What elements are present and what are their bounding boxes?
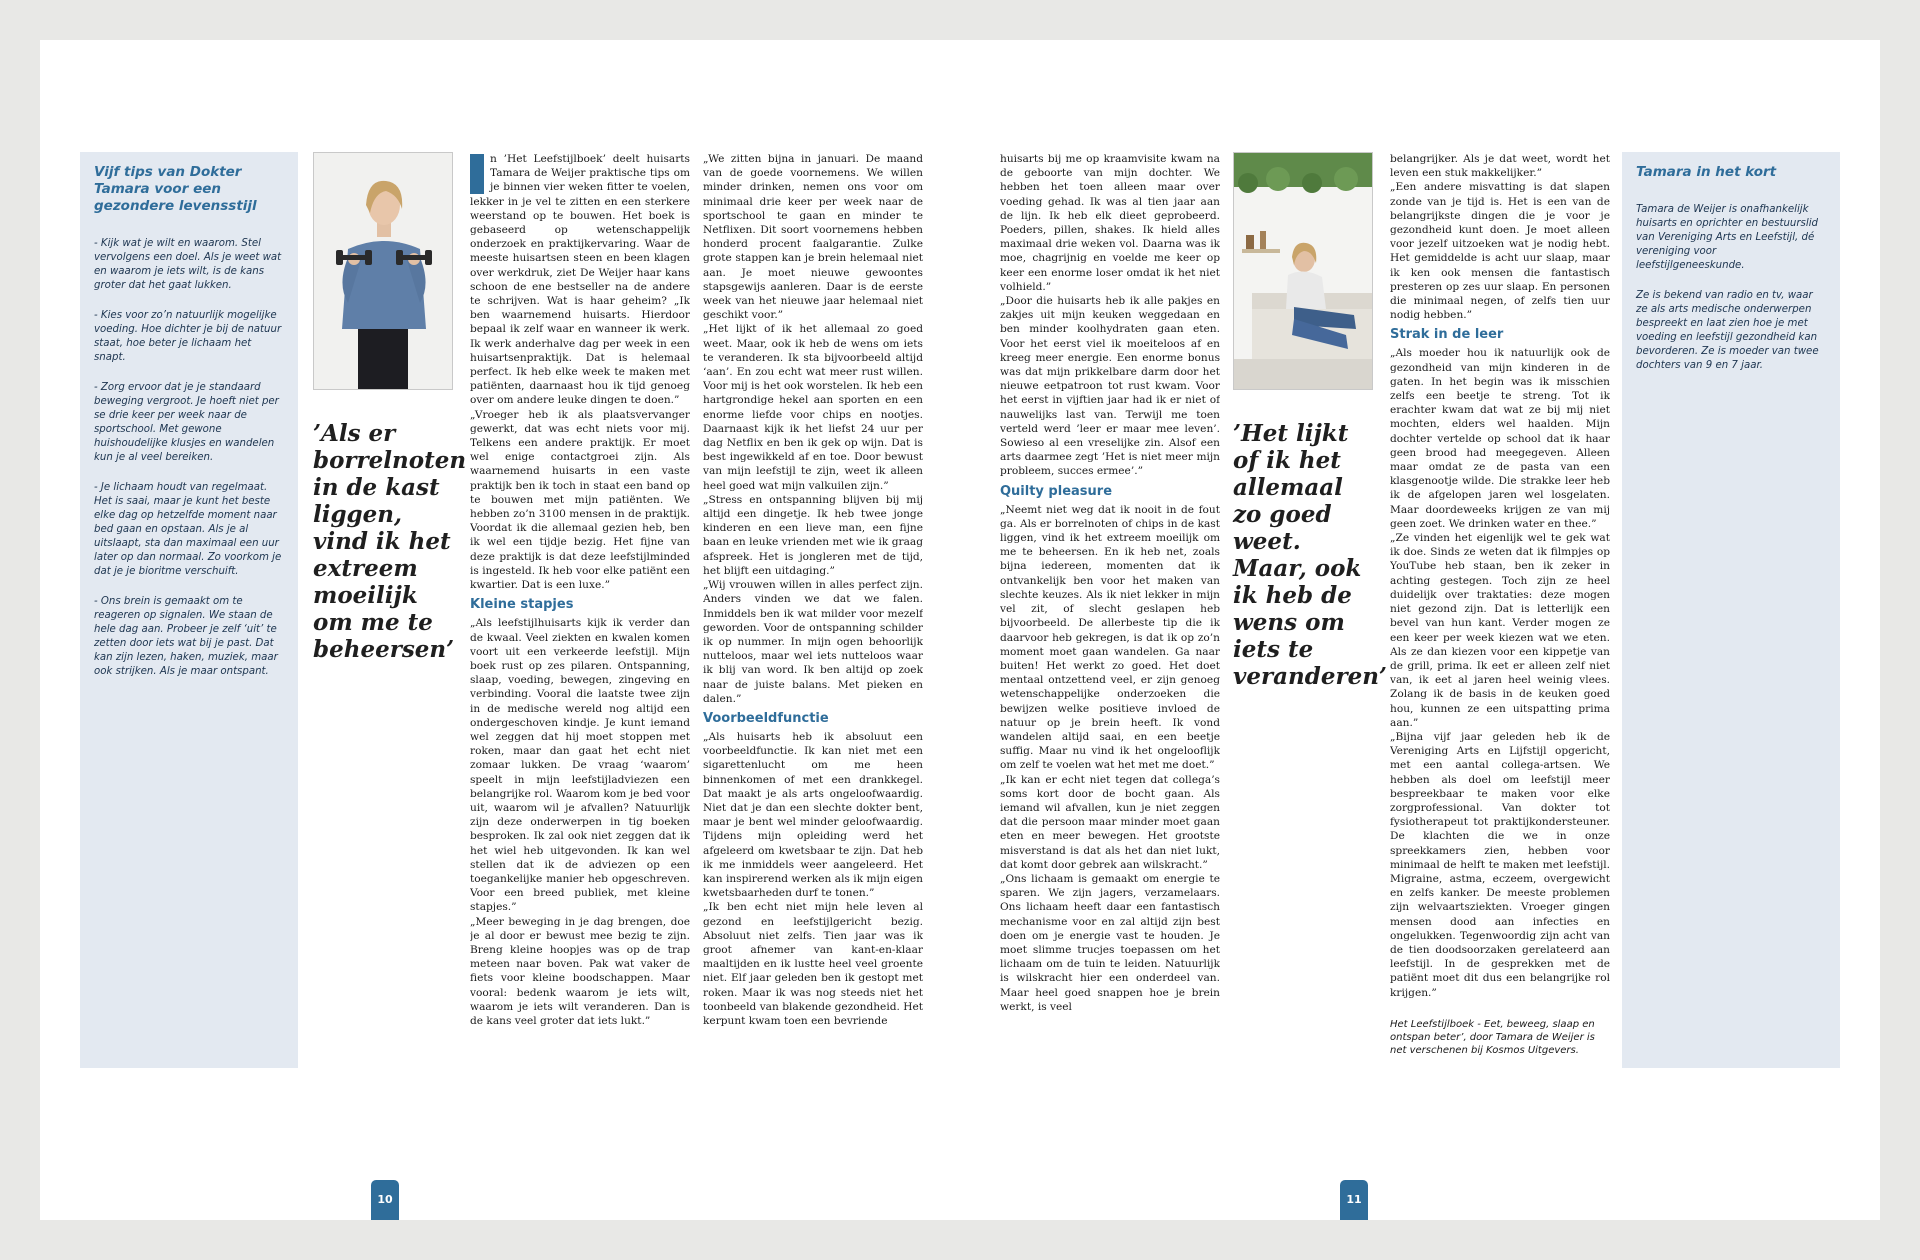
tip-item: - Ons brein is gemaakt om te reageren op signalen. We staan de hele dag aan. Probeer je zelf ‘uit’ te zetten door iets wat bij je past. Dat kan zijn lezen, haken, muziek, maar ook strijken. Als je maar ontspant. [94, 596, 278, 677]
profile-sidebar [1622, 152, 1840, 1068]
photo-woman-dumbbells [313, 152, 453, 390]
photo-woman-on-sofa [1233, 152, 1373, 390]
article-paragraph: „Door die huisarts heb ik alle pakjes en zakjes uit mijn keuken weggedaan en ben minder koolhydraten gaan eten. Voor het eerst viel ik moeiteloos af en kreeg meer energie. Een enorme bonus was dat mijn prikkelbare darm door het nieuwe eetpatroon tot rust kwam. Voor het eerst in vijftien jaar had ik er niet of nauwelijks last van. Terwijl me toen verteld werd ’leer er maar mee leven’. Sowieso al een vreselijke zin. Alsof een arts daarmee zegt ’Het is niet meer mijn probleem, succes ermee’.” [1000, 295, 1220, 478]
page-number-right: 11 [1340, 1180, 1368, 1220]
article-paragraph: „Ze vinden het eigenlijk wel te gek wat ik doe. Sinds ze weten dat ik filmpjes op YouTube heb staan, ben ik zeker in achting gestegen. Toch zijn ze heel duidelijk over traktaties: deze mogen niet gezond zijn. Dat is letterlijk een bevel van hun kant. Verder mogen ze een keer per week kiezen wat we eten. Als ze dan kiezen voor een kippetje van de grill, prima. Ik eet er alleen zelf niet van, ik eet al jaren heel weinig vlees. Zolang ik de basis in de keuken goed hou, kunnen ze een uitspatting prima aan.” [1390, 532, 1610, 729]
subheading-kleine-stapjes: Kleine stapjes [470, 597, 574, 613]
tip-item: - Je lichaam houdt van regelmaat. Het is saai, maar je kunt het beste elke dag op hetzelfde moment naar bed gaan en opstaan. Als je al uitslaapt, sta dan maximaal een uur later op dan normaal. Zo voorkom je dat je je bioritme verschuift. [94, 482, 282, 577]
subheading-quilty-pleasure: Quilty pleasure [1000, 483, 1113, 499]
article-paragraph: „Stress en ontspanning blijven bij mij altijd een dingetje. Ik heb twee jonge kinderen en een lieve man, een fijne baan en leuke vrienden met wie ik graag afspreek. Het is jongleren met de tijd, het blijft een uitdaging.” [703, 493, 923, 577]
woman-with-dumbbells-illustration [314, 153, 453, 390]
article-paragraph: „Vroeger heb ik als plaatsvervanger gewerkt, dat was echt niets voor mij. Telkens een andere praktijk. Er moet wel enige contactgroei zijn. Als waarnemend huisarts in een vaste praktijk ben ik toch in staat een band op te bouwen met mijn patiënten. We hebben zo’n 3100 mensen in de praktijk. Voordat ik die allemaal gezien heb, ben ik wel een tijdje bezig. Het fijne van deze praktijk is dat deze leefstijlminded is ingesteld. Ik heb voor elke patiënt een kwartier. Dat is een luxe.” [470, 408, 690, 592]
article-column-2 [703, 152, 923, 1072]
article-paragraph: „Meer beweging in je dag brengen, doe je al door er bewust mee bezig te zijn. Breng kleine hoopjes was op de trap meteen naar boven. Pak wat vaker de fiets voor kleine boodschappen. Maar vooral: bedenk waarom je iets wilt, waarom je iets wilt veranderen. Dan is de kans veel groter dat iets lukt.” [470, 915, 690, 1027]
subheading-voorbeeldfunctie: Voorbeeldfunctie [703, 710, 829, 726]
drop-cap-marker [470, 154, 484, 194]
article-paragraph: „Ik kan er echt niet tegen dat collega’s soms kort door de bocht gaan. Als iemand wil afvallen, kun je niet zeggen dat die persoon maar minder moet gaan eten en meer bewegen. Het grootste misverstand is dat als het dan niet lukt, dat komt door gebrek aan wilskracht.” [1000, 773, 1220, 871]
article-paragraph: „Wij vrouwen willen in alles perfect zijn. Anders vinden we dat we falen. Inmiddels ben ik wat milder voor mezelf geworden. Voor de ontspanning schilder ik op nummer. In mijn ogen behoorlijk nutteloos, maar wel iets nutteloos waar ik blij van word. Ik ben altijd op zoek naar de juiste balans. Met pieken en dalen.” [703, 579, 923, 705]
page-right [960, 40, 1880, 1220]
article-column-1 [470, 152, 690, 1072]
profile-paragraph: Ze is bekend van radio en tv, waar ze als arts medische onderwerpen bespreekt en laat zien hoe je met voeding en leefstijl gezondheid kan bevorderen. Ze is moeder van twee dochters van 9 en 7 jaar. [1636, 290, 1819, 371]
tip-item: - Kijk wat je wilt en waarom. Stel vervolgens een doel. Als je weet wat en waarom je iets wilt, is de kans groter dat het gaat lukken. [94, 238, 282, 291]
article-paragraph: „Ons lichaam is gemaakt om energie te sparen. We zijn jagers, verzamelaars. Ons lichaam heeft daar een fantastisch mechanisme voor en zal altijd zijn best doen om je energie vast te houden. Je moet slimme trucjes toepassen om het lichaam om de tuin te leiden. Natuurlijk is wilskracht hier een onderdeel van. Maar heel goed snappen hoe je brein werkt, is veel [1000, 872, 1220, 1013]
page-left [40, 40, 960, 1220]
article-paragraph: „We zitten bijna in januari. De maand van de goede voornemens. We willen minder drinken, nemen ons voor om minimaal drie keer per week naar de sportschool te gaan en minder te Netflixen. Dit soort voornemens hebben honderd procent faalgarantie. Zulke grote stappen kan je brein helemaal niet aan. Je moet nieuwe gewoontes stapsgewijs aanleren. Daar is de eerste week van het nieuwe jaar helemaal niet geschikt voor.” [703, 153, 923, 322]
magazine-spread [40, 40, 1880, 1220]
tips-title: Vijf tips van Dokter Tamara voor een gezondere levensstijl [94, 164, 257, 214]
article-paragraph: belangrijker. Als je dat weet, wordt het leven een stuk makkelijker.” [1390, 153, 1610, 180]
woman-on-sofa-illustration [1234, 153, 1373, 390]
article-paragraph: „Bijna vijf jaar geleden heb ik de Vereniging Arts en Lijfstijl opgericht, met een aantal collega-artsen. We hebben als doel om leefstijl meer bespreekbaar te maken voor elke zorgprofessional. Van dokter tot fysiotherapeut tot praktijkondersteuner. De klachten die we in onze spreekkamers zien, hebben voor minimaal de helft te maken met leefstijl. Migraine, astma, eczeem, overgewicht en zelfs kanker. De meeste problemen zijn welvaartsziekten. Vroeger gingen mensen dood aan infecties en ongelukken. Tegenwoordig zijn acht van de tien doodsoorzaken gerelateerd aan leefstijl. In de gesprekken met de patiënt moet dit dus een belangrijke rol krijgen.” [1390, 730, 1610, 999]
page-number-left: 10 [371, 1180, 399, 1220]
profile-title: Tamara in het kort [1636, 164, 1777, 180]
tips-sidebar [80, 152, 298, 1068]
article-paragraph: „Als huisarts heb ik absoluut een voorbeeldfunctie. Ik kan niet met een sigarettenlucht om me heen binnenkomen of met een drankkegel. Dat maakt je als arts ongeloofwaardig. Niet dat je dan een slechte dokter bent, maar je bent wel minder geloofwaardig. Tijdens mijn opleiding werd het afgeleerd om kwetsbaar te zijn. Dat heb ik me inmiddels weer aangeleerd. Het kan inspirerend werken als ik mijn eigen kwetsbaarheden durf te tonen.” [703, 730, 923, 900]
article-paragraph: „Een andere misvatting is dat slapen zonde van je tijd is. Het is een van de belangrijkste dingen die je voor je gezondheid kunt doen. Je moet alleen voor jezelf uitzoeken wat je nodig hebt. Het gemiddelde is acht uur slaap, maar ik ken ook mensen die fantastisch presteren op zes uur slaap. En personen die minimaal negen, of zelfs tien uur nodig hebben.” [1390, 181, 1610, 322]
article-column-3 [1000, 152, 1220, 1072]
profile-paragraph: Tamara de Weijer is onafhankelijk huisarts en oprichter en bestuurslid van Vereniging Arts en Leefstijl, dé vereniging voor leefstijlgeneeskunde. [1636, 204, 1818, 271]
tip-item: - Zorg ervoor dat je je standaard beweging vergroot. Je hoeft niet per se drie keer per week naar de sportschool. Met gewone huishoudelijke klusjes en wandelen kun je al veel bereiken. [94, 382, 279, 463]
article-paragraph: „Ik ben echt niet mijn hele leven al gezond en leefstijlgericht bezig. Absoluut niet zelfs. Tien jaar was ik groot afnemer van kant-en-klaar maaltijden en ik lustte heel veel groente niet. Elf jaar geleden ben ik gestopt met roken. Maar ik was nog steeds niet het toonbeeld van blakende gezondheid. Het kerpunt kwam toen een bevriende [703, 901, 923, 1027]
article-paragraph: „Als leefstijlhuisarts kijk ik verder dan de kwaal. Veel ziekten en kwalen komen voort uit een verkeerde leefstijl. Mijn boek rust op zes pilaren. Ontspanning, slaap, voeding, bewegen, zingeving en verbinding. Vooral die laatste twee zijn in de medische wereld nog altijd een ondergeschoven kindje. Je kunt iemand wel zeggen dat hij moet stoppen met roken, maar dan gaat het echt niet zomaar lukken. De vraag ‘waarom’ speelt in mijn leefstijladviezen een belangrijke rol. Waarom kom je bed voor uit, waarom wil je afvallen? Natuurlijk zijn deze onderwerpen in tig boeken besproken. Ik zal ook niet zeggen dat ik het wiel heb uitgevonden. Ik kan wel stellen dat ik de adviezen op een toegankelijke manier heb opgeschreven. Voor een breed publiek, met kleine stapjes.” [470, 617, 690, 914]
article-paragraph: n ’Het Leefstijlboek’ deelt huisarts Tamara de Weijer praktische tips om je binnen vier weken fitter te voelen, lekker in je vel te zitten en een sterkere weerstand op te bouwen. Het boek is gebaseerd op wetenschappelijk onderzoek en praktijkervaring. Waar de meeste huisartsen steen en been klagen over werkdruk, ziet De Weijer haar kans schoon de ene bestseller na de andere te schrijven. Wat is haar geheim? „Ik ben waarnemend huisarts. Hierdoor bepaal ik zelf waar en wanneer ik werk. Ik werk anderhalve dag per week in een huisartsenpraktijk. Dat is helemaal perfect. Ik heb elke week te maken met patiënten, daarnaast hou ik tijd genoeg over om andere leuke dingen te doen.” [470, 153, 690, 407]
article-paragraph: „Als moeder hou ik natuurlijk ook de gezondheid van mijn kinderen in de gaten. In het begin was ik misschien zelfs een beetje te streng. Tot ik erachter kwam dat wat ze bij mij niet mochten, elders wel haalden. Mijn dochter vertelde op school dat ik haar geen brood had meegegeven. Alleen maar omdat ze de pasta van een klasgenootje wilde. Die strakke leer heb ik de afgelopen jaren wel losgelaten. Maar doordeweeks krijgen ze van mij geen zoet. We drinken water en thee.” [1390, 347, 1610, 530]
book-credit: Het Leefstijlboek - Eet, beweeg, slaap en ontspan beter’, door Tamara de Weijer is net verschenen bij Kosmos Uitgevers. [1390, 1018, 1595, 1056]
article-paragraph: „Neemt niet weg dat ik nooit in de fout ga. Als er borrelnoten of chips in de kast liggen, vind ik het extreem moeilijk om me te beheersen. En ik heb net, zoals bijna iedereen, momenten dat ik ontvankelijk ben voor het maken van slechte keuzes. Als ik niet lekker in mijn vel zit, of slecht geslapen heb bijvoorbeeld. De allerbeste tip die ik daarvoor heb gekregen, is dat ik op zo’n moment moet gaan wandelen. Ga naar buiten! Het werkt zo goed. Het doet mentaal ontzettend veel, er zijn genoeg wetenschappelijke onderzoeken die bewijzen welke positieve invloed de natuur op je brein heeft. Ik vond wandelen altijd saai, en een beetje suffig. Maar nu vind ik het ongelooflijk om zelf te voelen wat het met me doet.” [1000, 503, 1220, 772]
article-paragraph: huisarts bij me op kraamvisite kwam na de geboorte van mijn dochter. We hebben het toen alleen maar over voeding gehad. Ik was al tien jaar aan de lijn. Ik heb elk dieet geprobeerd. Poeders, pillen, shakes. Ik hield alles maximaal drie weken vol. Daarna was ik moe, chagrijnig en voelde me keer op keer een enorme loser omdat ik het niet volhield.” [1000, 153, 1220, 293]
subheading-strak-in-de-leer: Strak in de leer [1390, 327, 1504, 343]
article-column-4 [1390, 152, 1610, 1072]
tip-item: - Kies voor zo’n natuurlijk mogelijke voeding. Hoe dichter je bij de natuur staat, hoe beter je lichaam het snapt. [94, 310, 282, 363]
pull-quote-right: ’Het lijkt of ik het allemaal zo goed weet. Maar, ook ik heb de wens om iets te veranderen’ [1233, 420, 1387, 690]
article-paragraph: „Het lijkt of ik het allemaal zo goed weet. Maar, ook ik heb de wens om iets te veranderen. Ik sta bijvoorbeeld altijd ‘aan’. En zou echt wat meer rust willen. Voor mij is het ook worstelen. Ik heb een hartgrondige hekel aan sporten en een enorme liefde voor chips en nootjes. Daarnaast kijk ik het liefst 24 uur per dag Netflix en ben ik gek op wijn. Dat is best ingewikkeld af en toe. Door bewust van mijn leefstijl te zijn, weet ik alleen heel goed wat mijn valkuilen zijn.” [703, 323, 923, 492]
pull-quote-left: ’Als er borrelnoten in de kast liggen, vind ik het extreem moeilijk om me te beheersen’ [313, 420, 467, 663]
